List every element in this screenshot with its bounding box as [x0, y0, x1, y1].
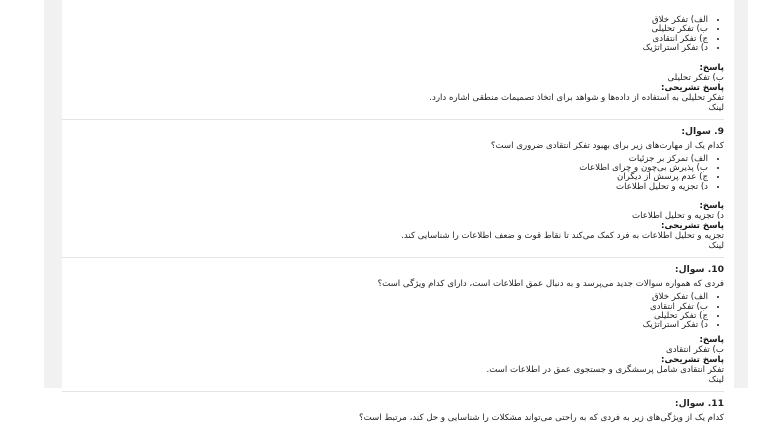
explanation-text: تفکر تحلیلی به استفاده از داده‌ها و شواهد برای اتخاذ تصمیمات منطقی اشاره دارد. — [429, 92, 724, 103]
option: • د) تفکر استراتژیک — [62, 44, 708, 53]
option: • د) تفکر استراتژیک — [62, 321, 708, 330]
option: • الف) تفکر خلاق — [62, 16, 708, 25]
answer-label: پاسخ: — [699, 62, 724, 73]
question-block-8 — [62, 16, 724, 113]
explanation-label: پاسخ تشریحی: — [661, 354, 724, 365]
option: • د) تجزیه و تحلیل اطلاعات — [62, 183, 708, 192]
divider — [62, 257, 724, 258]
link[interactable]: لینک — [708, 241, 724, 252]
option: • ج) تفکر تحلیلی — [62, 312, 708, 321]
options-list — [62, 293, 724, 331]
option: • ب) تفکر انتقادی — [62, 303, 708, 312]
divider — [62, 119, 724, 120]
question-text: فردی که همواره سوالات جدید می‌پرسد و به دنبال عمق اطلاعات است، دارای کدام ویژگی است؟ — [377, 279, 724, 290]
question-title: 9. سوال: — [681, 125, 724, 137]
answer-text: ب) تفکر انتقادی — [665, 344, 724, 355]
answer-text: د) تجزیه و تحلیل اطلاعات — [631, 211, 724, 222]
question-title: 10. سوال: — [674, 264, 724, 276]
explanation-text: تجزیه و تحلیل اطلاعات به فرد کمک می‌کند تا نقاط قوت و ضعف اطلاعات را شناسایی کند. — [401, 231, 724, 242]
option: • ج) عدم پرسش از دیگران — [62, 173, 708, 182]
answer-label: پاسخ: — [699, 334, 724, 345]
option: • الف) تفکر خلاق — [62, 293, 708, 302]
quiz-content[interactable] — [62, 0, 730, 423]
options-list — [62, 16, 724, 54]
question-text: کدام یک از مهارت‌های زیر برای بهبود تفکر انتقادی ضروری است؟ — [490, 140, 724, 151]
explanation-label: پاسخ تشریحی: — [661, 221, 724, 232]
explanation-text: تفکر انتقادی شامل پرسشگری و جستجوی عمق در اطلاعات است. — [486, 364, 724, 375]
link[interactable]: لینک — [708, 374, 724, 385]
answer-label: پاسخ: — [699, 201, 724, 212]
option: • ب) پذیرش بی‌چون و چرای اطلاعات — [62, 164, 708, 173]
explanation-label: پاسخ تشریحی: — [661, 82, 724, 93]
left-margin — [44, 0, 62, 388]
question-title: 11. سوال: — [674, 397, 724, 409]
option: • الف) تمرکز بر جزئیات — [62, 155, 708, 164]
divider — [62, 391, 724, 392]
question-block-11 — [62, 399, 724, 423]
question-text: کدام یک از ویژگی‌های زیر به فردی که به راحتی می‌تواند مشکلات را شناسایی و حل کند، مرتبط است؟ — [359, 412, 724, 423]
question-block-10 — [62, 265, 724, 385]
right-margin — [734, 0, 748, 388]
option: • ب) تفکر تحلیلی — [62, 25, 708, 34]
link[interactable]: لینک — [708, 102, 724, 113]
options-list — [62, 155, 724, 193]
option: • ج) تفکر انتقادی — [62, 35, 708, 44]
question-block-9 — [62, 127, 724, 252]
answer-text: ب) تفکر تحلیلی — [667, 72, 724, 83]
